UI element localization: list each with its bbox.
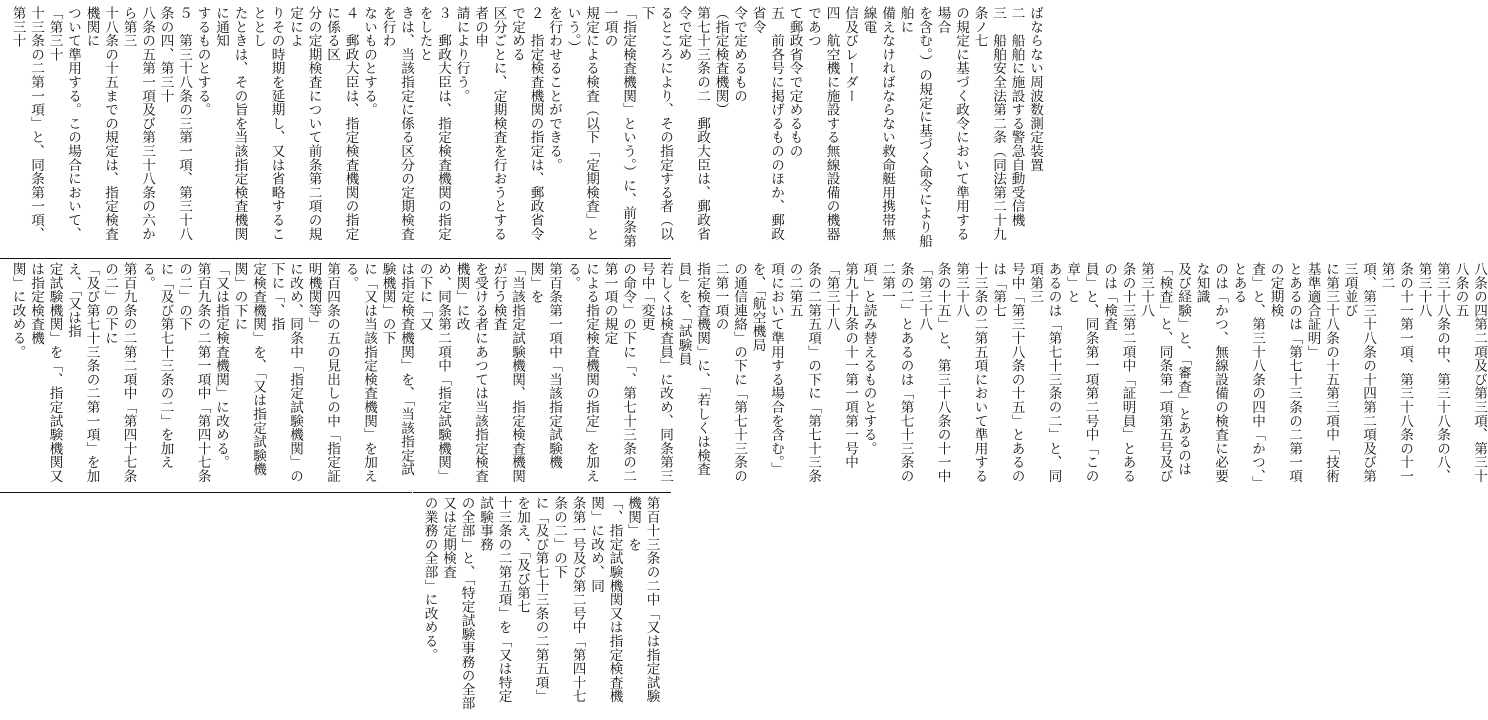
- text-band-bottom: [420, 496, 663, 714]
- text-band-middle: [8, 262, 1487, 487]
- band-middle-text: 八条の四第二項及び第三項、第三十八条の五 第三十八条の中、第三十八条の八、第三十八 条の十一第一項、第三十八条の十一第二 項、第三十八条の十四第二項及び第三項並び に第三十八条の十五第三項中「技術基準適合証明」 とあるのは「第七十三条の二第一項の定期検 査」と、第三十八条の四中「かつ、」とある のは「かつ、無線設備の検査に必要な知識 及び経験」と、「審査」とあるのは 「検査」と、同条第一項第五号及び第三十八 条の十三第二項中「証明員」とあるのは「検査 員」と、同条第一項第二号中「この章」と あるのは「第七十三条の二」と、同項第三 号中「第三十八条の十五」とあるのは「第七 十三条の二第五項において準用する第三十八 条の十五」と、第三十八条の十一中「第三十八 条の二」とあるのは「第七十三条の二第一 項」と読み替えるものとする。 第九十九条の十一第一項第一号中「第三十八 条の二第五項」の下に「第七十三条の二第五 項において準用する場合を含む。」を、「航空機局 の通信連絡」の下に「第七十三条の二第一項の 指定検査機関」に、「若しくは検査員」を、「試験員 若しくは検査員」に改め、同条第三号中「変更 の命令」の下に「、第七十三条の二第一項の規定 による指定検査機関の指定」を加える。 第百条第一項中「当該指定試験機関」を 「当該指定試験機関、指定検査機関が行う検査 を受ける者にあつては当該指定検査機関」に改 め、同条第二項中「指定試験機関」の下に「又 は指定検査機関」を、「当該指定試験機関」の下 に「又は当該指定検査機関」を加える。 第百四条の五の見出しの中「指定証明機関等」 に改め、同条中「指定試験機関」の下に「、指 定検査機関」を、「又は指定試験機関」の下に 「又は指定検査機関」に改める。 第百九条の二第一項中「第四十七条の二」の下 に「及び第七十三条の二」を加える。 第百九条の二第二項中「第四十七条の二」の下に 「及び第七十三条の二第一項」を加え、「又は指 定試験機関」を「、指定試験機関又は指定検査機 関」に改める。: [9, 262, 1487, 483]
- band-divider-2: [0, 492, 671, 493]
- bottom-left-blank-divider: [412, 492, 413, 720]
- band-divider-1: [0, 258, 671, 259]
- band-bottom-text: 第百十三条の二中「又は指定試験機関」を 「、指定試験機関又は指定検査機関」に改め、同 条第一号及び第二号中「第四十七条の二」の下 に「及び第七十三条の二第五項」を加え、「及び第七 十三条の二第五項」を「又は特定試験事務 の全部」と、「特定試験事務の全部又は定期検査 の業務の全部」に改める。: [421, 496, 660, 710]
- band-top-text: ばならない周波数測定装置 二 船舶に施設する警急自動受信機 三 船舶安全法第二条（同法第二十九条ノ七 の規定に基づく政令において準用する場合 を含む。）の規定に基づく命令により船舶に 備えなければならない救命艇用携帯無線電 信及びレーダー 四 航空機に施設する無線設備の機器であつ て郵政省令で定めるもの 五 前各号に掲げるもののほか、郵政省令 令で定めるもの （指定検査機関） 第七十三条の二 郵政大臣は、郵政省令で定め るところにより、その指定する者（以下 「指定検査機関」という。）に、前条第一項の 規定による検査（以下「定期検査」という。） を行わせることができる。 ２ 指定検査機関の指定は、郵政省令で定める 区分ごとに、定期検査を行おうとする者の申 請により行う。 ３ 郵政大臣は、指定検査機関の指定をしたと きは、当該指定に係る区分の定期検査を行わ ないものとする。 ４ 郵政大臣は、指定検査機関の指定に係る区 分の定期検査について前条第二項の規定によ りその時期を延期し、又は省略することとし たときは、その旨を当該指定検査機関に通知 するものとする。 ５ 第三十八条の三第一項、第三十八条の四、第三十 八条の五第一項及び第三十八条の六から第三 十八条の十五までの規定は、指定検査機関に ついて準用する。この場合において、「第三十 十三条の二第一項」と、同条第一項、第三十: [9, 6, 1043, 248]
- text-band-top: [8, 6, 1043, 253]
